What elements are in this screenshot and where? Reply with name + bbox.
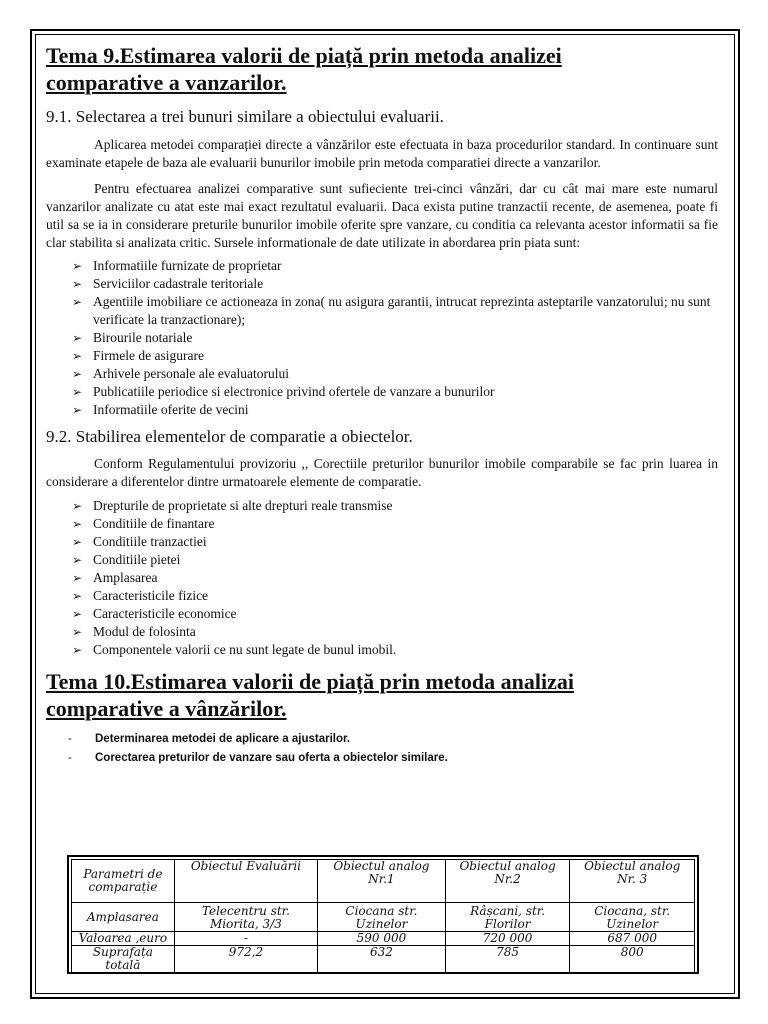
table-header-cell: Obiectul analog Nr.2 [445, 860, 570, 903]
table-cell: 590 000 [318, 932, 446, 946]
list-item [72, 623, 718, 641]
list-item-text: Determinarea metodei de aplicare a ajustarilor. [95, 733, 351, 745]
tema10-title-line2: comparative a vânzărilor. [46, 696, 287, 721]
table-cell: Valoarea ,euro [72, 932, 175, 946]
list-item [72, 257, 718, 275]
list-item-text: Informatiile furnizate de proprietar [93, 258, 282, 273]
arrowhead-bullet-icon: ➢ [72, 403, 83, 417]
list-item [68, 730, 718, 749]
arrowhead-bullet-icon: ➢ [72, 259, 83, 273]
table-header-cell: Parametri de comparație [72, 860, 175, 903]
tema10-title [46, 668, 718, 722]
list-item [72, 587, 718, 605]
table-cell: Telecentru str. Miorita, 3/3 [174, 903, 317, 932]
list-item [72, 383, 718, 401]
table-row [72, 946, 695, 973]
list-item [72, 641, 718, 659]
table-row [72, 932, 695, 946]
list-item-text: Componentele valorii ce nu sunt legate de bunul imobil. [93, 642, 397, 657]
arrowhead-bullet-icon: ➢ [72, 277, 83, 291]
table-cell: Suprafața totală [72, 946, 175, 973]
list-item [72, 329, 718, 347]
section-9-2-paragraph: Conform Regulamentului provizoriu ,, Corectiile preturilor bunurilor imobile comparabile se fac prin luarea in considerare a diferentelor dintre urmatoarele elemente de comparatie. [46, 456, 718, 489]
list-item [68, 749, 718, 768]
table-cell: Amplasarea [72, 903, 175, 932]
list-item [72, 497, 718, 515]
arrowhead-bullet-icon: ➢ [72, 589, 83, 603]
arrowhead-bullet-icon: ➢ [72, 385, 83, 399]
dash-bullet: - [68, 733, 72, 745]
list-item-text: Firmele de asigurare [93, 348, 204, 363]
list-item-text: Amplasarea [93, 570, 158, 585]
table-cell: Ciocana, str. Uzinelor [570, 903, 695, 932]
arrowhead-bullet-icon: ➢ [72, 367, 83, 381]
list-item [72, 365, 718, 383]
list-item [72, 347, 718, 365]
sources-list [46, 257, 718, 419]
list-item-text: Caracteristicile fizice [93, 588, 209, 603]
arrowhead-bullet-icon: ➢ [72, 295, 83, 309]
document-content [46, 42, 718, 768]
arrowhead-bullet-icon: ➢ [72, 553, 83, 567]
list-item-text: Caracteristicile economice [93, 606, 237, 621]
tema10-task-list [46, 730, 718, 768]
list-item [72, 401, 718, 419]
table-row [72, 903, 695, 932]
arrowhead-bullet-icon: ➢ [72, 625, 83, 639]
section-9-2-heading: 9.2. Stabilirea elementelor de comparatie a obiectelor. [46, 427, 413, 446]
section-9-1-paragraph-2: Pentru efectuarea analizei comparative sunt sufieciente trei-cinci vânzări, dar cu cât mai mare este numarul vanzarilor analizate cu atat este mai exact rezultatul evaluarii. Daca exista putine tranzactii recente, de asemenea, poate fi util sa se ia in considerare preturile bunurilor imobile oferite spre vanzare, cu conditia ca relevanta acestor informatii sa fie clar stabilita si analizata critic. Sursele informationale de date utilizate in abordarea prin piata sunt: [46, 181, 718, 250]
arrowhead-bullet-icon: ➢ [72, 499, 83, 513]
table-cell: Ciocana str. Uzinelor [318, 903, 446, 932]
table-header-cell: Obiectul analog Nr. 3 [570, 860, 695, 903]
table-cell: 800 [570, 946, 695, 973]
list-item [72, 551, 718, 569]
comparison-elements-list [46, 497, 718, 659]
table-cell: 972,2 [174, 946, 317, 973]
list-item [72, 293, 718, 329]
arrowhead-bullet-icon: ➢ [72, 643, 83, 657]
arrowhead-bullet-icon: ➢ [72, 331, 83, 345]
tema9-title-line1: Tema 9.Estimarea valorii de piață prin metoda analizei [46, 43, 562, 68]
list-item [72, 275, 718, 293]
arrowhead-bullet-icon: ➢ [72, 517, 83, 531]
list-item-text: Conditiile tranzactiei [93, 534, 207, 549]
dash-bullet: - [68, 752, 72, 764]
list-item-text: Conditiile de finantare [93, 516, 215, 531]
tema9-title [46, 42, 718, 96]
list-item-text: Modul de folosinta [93, 624, 196, 639]
comparison-table [71, 859, 695, 973]
list-item [72, 569, 718, 587]
section-9-1-heading: 9.1. Selectarea a trei bunuri similare a obiectului evaluarii. [46, 107, 444, 126]
arrowhead-bullet-icon: ➢ [72, 607, 83, 621]
list-item-text: Serviciilor cadastrale teritoriale [93, 276, 264, 291]
list-item [72, 515, 718, 533]
tema10-title-line1: Tema 10.Estimarea valorii de piață prin metoda analizai [46, 669, 574, 694]
table-cell: 687 000 [570, 932, 695, 946]
comparison-table-frame [67, 855, 699, 974]
list-item-text: Agentiile imobiliare ce actioneaza in zona( nu asigura garantii, intrucat reprezinta asteptarile vanzatorului; nu sunt verificate la tranzactionare); [93, 294, 711, 327]
table-header-cell: Obiectul Evaluării [174, 860, 317, 903]
arrowhead-bullet-icon: ➢ [72, 535, 83, 549]
tema9-title-line2: comparative a vanzarilor. [46, 70, 287, 95]
arrowhead-bullet-icon: ➢ [72, 349, 83, 363]
list-item-text: Corectarea preturilor de vanzare sau oferta a obiectelor similare. [95, 752, 448, 764]
list-item-text: Informatiile oferite de vecini [93, 402, 249, 417]
table-cell: 632 [318, 946, 446, 973]
table-cell: 785 [445, 946, 570, 973]
list-item-text: Conditiile pietei [93, 552, 181, 567]
table-header-cell: Obiectul analog Nr.1 [318, 860, 446, 903]
list-item-text: Birourile notariale [93, 330, 193, 345]
table-cell: - [174, 932, 317, 946]
list-item-text: Arhivele personale ale evaluatorului [93, 366, 290, 381]
list-item [72, 605, 718, 623]
table-header-row [72, 860, 695, 903]
section-9-1-paragraph-1: Aplicarea metodei comparației directe a vânzărilor este efectuata in baza procedurilor standard. In continuare sunt examinate etapele de baza ale evaluarii bunurilor imobile prin metoda comparatiei directe a vanzarilor. [46, 137, 718, 170]
arrowhead-bullet-icon: ➢ [72, 571, 83, 585]
list-item [72, 533, 718, 551]
table-cell: 720 000 [445, 932, 570, 946]
table-cell: Râșcani, str. Florilor [445, 903, 570, 932]
list-item-text: Publicatiile periodice si electronice privind ofertele de vanzare a bunurilor [93, 384, 495, 399]
list-item-text: Drepturile de proprietate si alte drepturi reale transmise [93, 498, 393, 513]
